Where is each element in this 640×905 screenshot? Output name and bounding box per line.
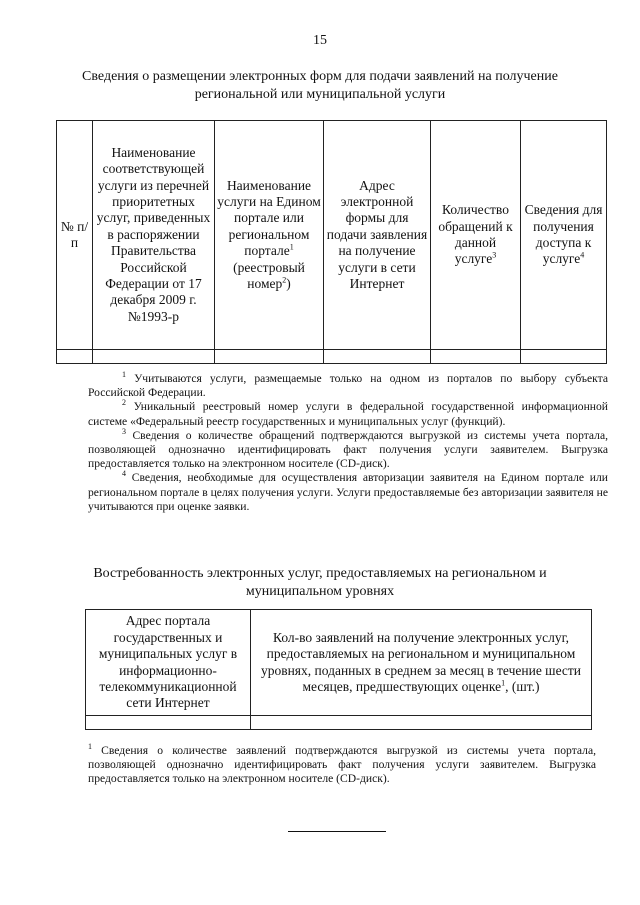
col-header-form-address xyxy=(324,121,431,350)
demand-table xyxy=(85,609,592,730)
bottom-divider-line xyxy=(288,831,386,832)
col-header-number-text: № п/п xyxy=(60,218,89,250)
table-empty-row xyxy=(57,350,607,364)
footnote-mark: 1 xyxy=(88,742,92,752)
footnote-mark: 4 xyxy=(122,469,126,479)
col-header-applications-count-text: Кол-во заявлений на получение электронных услуг, предоставляемых на региональном и муниципальном уровнях, поданных в среднем за месяц в течение шести месяцев, предшествующих оценке xyxy=(260,629,582,694)
col-header-number xyxy=(57,121,93,350)
col-header-portal-name-tail: (реестровый номер xyxy=(233,259,305,292)
col-header-access-info xyxy=(521,121,607,350)
footnote-ref: 1 xyxy=(501,678,506,688)
footnote-ref: 3 xyxy=(492,250,497,260)
section-title-electronic-forms: Сведения о размещении электронных форм для подачи заявлений на получение региональной или муниципальной услуги xyxy=(82,69,558,102)
footnote-text: Сведения о количестве заявлений подтверждаются выгрузкой из системы учета портала, позволяющей однозначно идентифицировать факт получения услуги заявителем. Выгрузка предоставляется только на электронном носителе (CD-диск). xyxy=(88,744,596,786)
col-header-form-address-text: Адрес электронной формы для подачи заявления на получение услуги в сети Интернет xyxy=(326,177,428,292)
col-header-portal-address xyxy=(86,610,251,716)
col-header-portal-name-end: ) xyxy=(286,276,291,292)
col-header-requests-count-text: Количество обращений к данной услуге xyxy=(438,202,513,267)
footnote-4 xyxy=(88,471,608,514)
table-cell[interactable] xyxy=(215,350,324,364)
footnote-text: Сведения, необходимые для осуществления авторизации заявителя на Едином портале или региональном портале в целях получения услуги. Услуги предоставляемые без авторизации заявителя не учитываются при оценке заявки. xyxy=(88,471,608,513)
table-header-row xyxy=(57,121,607,350)
col-header-portal-address-text: Адрес портала государственных и муниципальных услуг в информационно-телекоммуникационной сети Интернет xyxy=(98,613,238,711)
footnote-2 xyxy=(88,400,608,428)
page-number: 15 xyxy=(313,33,327,48)
footnote-1 xyxy=(88,372,608,400)
section-title-demand: Востребованность электронных услуг, предоставляемых на региональном и муниципальном уровнях xyxy=(93,566,547,599)
footnote-3 xyxy=(88,426,609,472)
footnote-text: Сведения о количестве обращений подтверждаются выгрузкой из системы учета портала, позволяющей однозначно идентифицировать факт получения услуги заявителем. Выгрузка предоставляется только на электронном носителе (CD-диск). xyxy=(88,428,609,471)
col-header-applications-count-tail: , (шт.) xyxy=(505,678,540,694)
col-header-service-name xyxy=(93,121,215,350)
footnote-ref: 1 xyxy=(289,242,294,252)
electronic-forms-table xyxy=(56,120,607,364)
table-cell[interactable] xyxy=(251,716,592,730)
table-empty-row xyxy=(86,716,592,730)
table-header-row xyxy=(86,610,592,716)
col-header-applications-count xyxy=(251,610,592,716)
footnote-mark: 1 xyxy=(122,370,126,380)
footnote-mark: 2 xyxy=(122,398,126,408)
col-header-requests-count xyxy=(431,121,521,350)
col-header-service-name-text: Наименование соответствующей услуги из перечней приоритетных услуг, приведенных в распоряжении Правительства Российской Федерации от 17 декабря 2009 г. №1993-р xyxy=(96,144,211,324)
table-cell[interactable] xyxy=(57,350,93,364)
footnotes-section2 xyxy=(88,744,596,787)
col-header-access-info-text: Сведения для получения доступа к услуге xyxy=(524,202,603,267)
table-cell[interactable] xyxy=(86,716,251,730)
footnote-ref: 4 xyxy=(580,250,585,260)
footnote-mark: 3 xyxy=(122,426,126,436)
footnote-1 xyxy=(88,744,596,787)
footnote-ref: 2 xyxy=(282,275,287,285)
table-cell[interactable] xyxy=(93,350,215,364)
footnotes-section1 xyxy=(88,372,608,514)
table-cell[interactable] xyxy=(431,350,521,364)
table-cell[interactable] xyxy=(521,350,607,364)
col-header-portal-name-text: Наименование услуги на Едином портале или региональном портале xyxy=(217,177,321,259)
col-header-portal-name xyxy=(215,121,324,350)
table-cell[interactable] xyxy=(324,350,431,364)
footnote-text: Учитываются услуги, размещаемые только на одном из порталов по выбору субъекта Российской Федерации. xyxy=(88,372,608,400)
footnote-text: Уникальный реестровый номер услуги в федеральной государственной информационной системе «Федеральный реестр государственных и муниципальных услуг (функций). xyxy=(88,400,608,428)
